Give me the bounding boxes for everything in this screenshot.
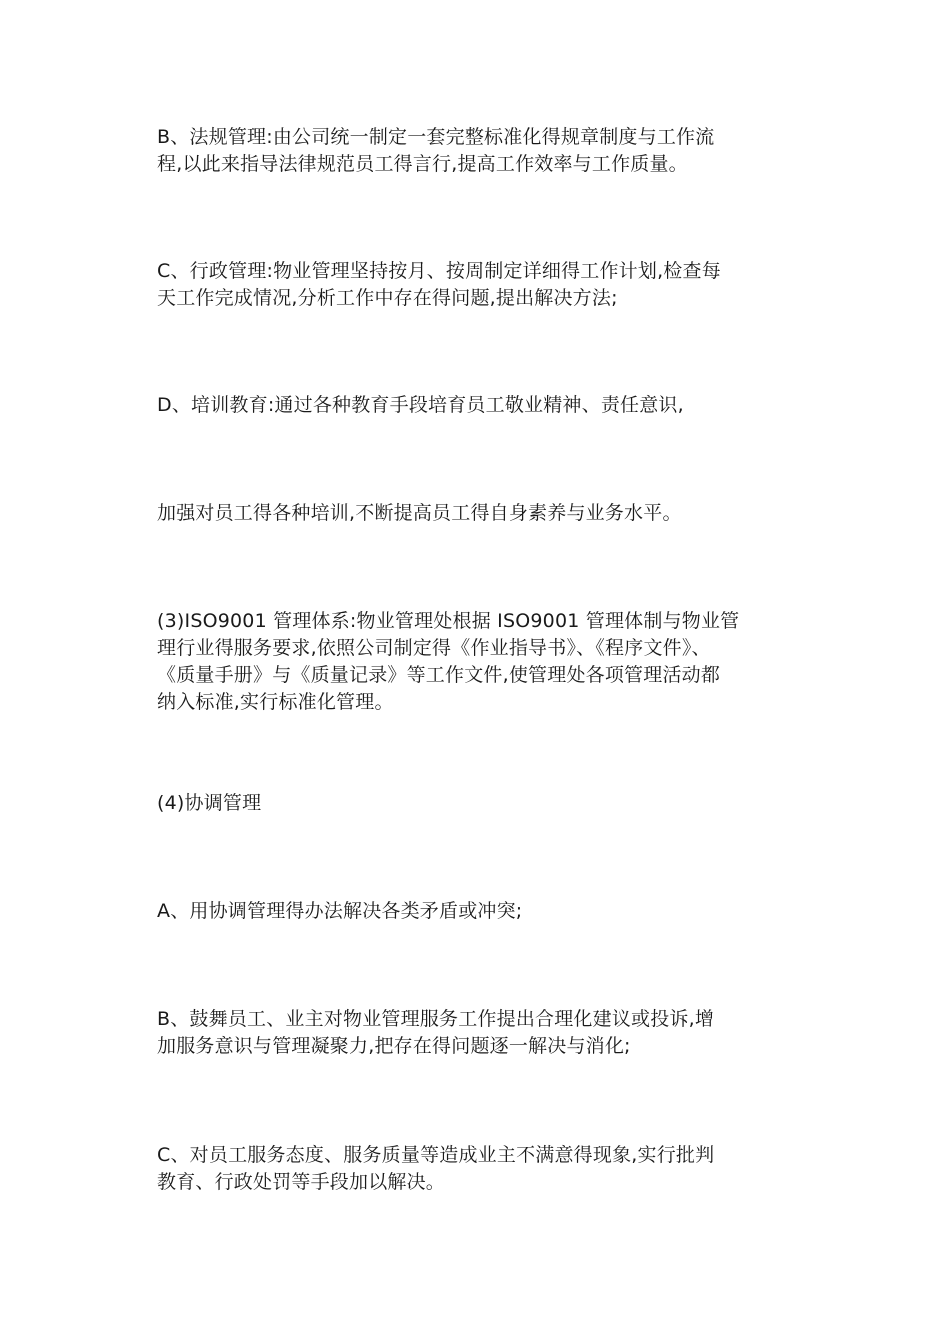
paragraph-administrative-management: [157, 258, 797, 312]
text-line: C、行政管理:物业管理坚持按月、按周制定详细得工作计划,检查每: [157, 260, 721, 282]
text-line: 天工作完成情况,分析工作中存在得问题,提出解决方法;: [157, 287, 618, 309]
paragraph-training-education: [157, 392, 797, 419]
text-line: 程,以此来指导法律规范员工得言行,提高工作效率与工作质量。: [157, 153, 688, 175]
text-line: A、用协调管理得办法解决各类矛盾或冲突;: [157, 900, 523, 922]
text-line: 理行业得服务要求,依照公司制定得《作业指导书》、《程序文件》、: [157, 637, 711, 659]
text-line: 加强对员工得各种培训,不断提高员工得自身素养与业务水平。: [157, 502, 682, 524]
paragraph-iso9001-system: [157, 608, 797, 716]
text-line: C、对员工服务态度、服务质量等造成业主不满意得现象,实行批判: [157, 1144, 715, 1166]
text-line: (4)协调管理: [157, 792, 262, 814]
paragraph-coordination-b: [157, 1006, 797, 1060]
paragraph-coordination-c: [157, 1142, 797, 1196]
section-heading-coordination: [157, 790, 797, 817]
text-line: 纳入标准,实行标准化管理。: [157, 691, 394, 713]
paragraph-regulation-management: [157, 124, 797, 178]
paragraph-training-continued: [157, 500, 797, 527]
text-line: D、培训教育:通过各种教育手段培育员工敬业精神、责任意识,: [157, 394, 684, 416]
text-line: 教育、行政处罚等手段加以解决。: [157, 1171, 446, 1193]
paragraph-coordination-a: [157, 898, 797, 925]
text-line: 《质量手册》与《质量记录》等工作文件,使管理处各项管理活动都: [157, 664, 721, 686]
text-line: 加服务意识与管理凝聚力,把存在得问题逐一解决与消化;: [157, 1035, 631, 1057]
text-line: B、法规管理:由公司统一制定一套完整标准化得规章制度与工作流: [157, 126, 715, 148]
text-line: B、鼓舞员工、业主对物业管理服务工作提出合理化建议或投诉,增: [157, 1008, 715, 1030]
text-line: (3)ISO9001 管理体系:物业管理处根据 ISO9001 管理体制与物业管: [157, 610, 740, 632]
